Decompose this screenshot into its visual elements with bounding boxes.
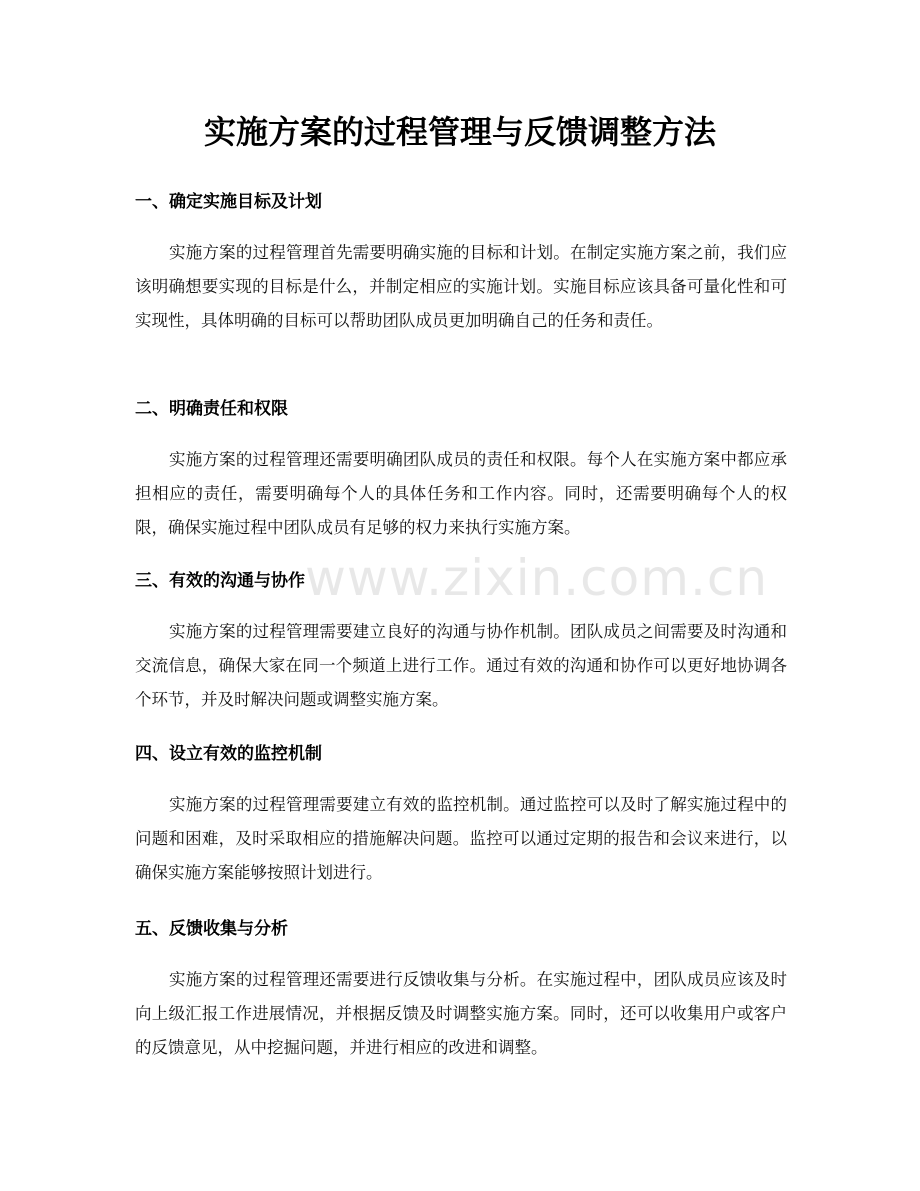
section-paragraph: 实施方案的过程管理还需要进行反馈收集与分析。在实施过程中，团队成员应该及时向上级汇报工作进展情况，并根据反馈及时调整实施方案。同时，还可以收集用户或客户的反馈意见，从中挖掘问题，并进行相应的改进和调整。	[135, 970, 787, 1057]
page-title: 实施方案的过程管理与反馈调整方法	[203, 113, 716, 151]
section-2	[135, 396, 787, 545]
section-heading: 一、确定实施目标及计划	[135, 192, 322, 212]
section-heading: 二、明确责任和权限	[135, 399, 288, 419]
section-paragraph: 实施方案的过程管理还需要明确团队成员的责任和权限。每个人在实施方案中都应承担相应的责任，需要明确每个人的具体任务和工作内容。同时，还需要明确每个人的权限，确保实施过程中团队成员有足够的权力来执行实施方案。	[135, 450, 787, 537]
section-4	[135, 741, 787, 890]
section-heading: 四、设立有效的监控机制	[135, 744, 322, 764]
section-paragraph: 实施方案的过程管理需要建立良好的沟通与协作机制。团队成员之间需要及时沟通和交流信息，确保大家在同一个频道上进行工作。通过有效的沟通和协作可以更好地协调各个环节，并及时解决问题或调整实施方案。	[135, 622, 787, 709]
watermark-text: www.zixin.com.cn	[305, 549, 769, 607]
section-heading: 五、反馈收集与分析	[135, 919, 288, 939]
section-paragraph: 实施方案的过程管理需要建立有效的监控机制。通过监控可以及时了解实施过程中的问题和困难，及时采取相应的措施解决问题。监控可以通过定期的报告和会议来进行，以确保实施方案能够按照计划进行。	[135, 795, 787, 882]
section-heading: 三、有效的沟通与协作	[135, 571, 305, 591]
section-paragraph: 实施方案的过程管理首先需要明确实施的目标和计划。在制定实施方案之前，我们应该明确想要实现的目标是什么，并制定相应的实施计划。实施目标应该具备可量化性和可实现性，具体明确的目标可以帮助团队成员更加明确自己的任务和责任。	[135, 243, 787, 330]
section-5	[135, 916, 787, 1065]
section-1	[135, 189, 787, 338]
